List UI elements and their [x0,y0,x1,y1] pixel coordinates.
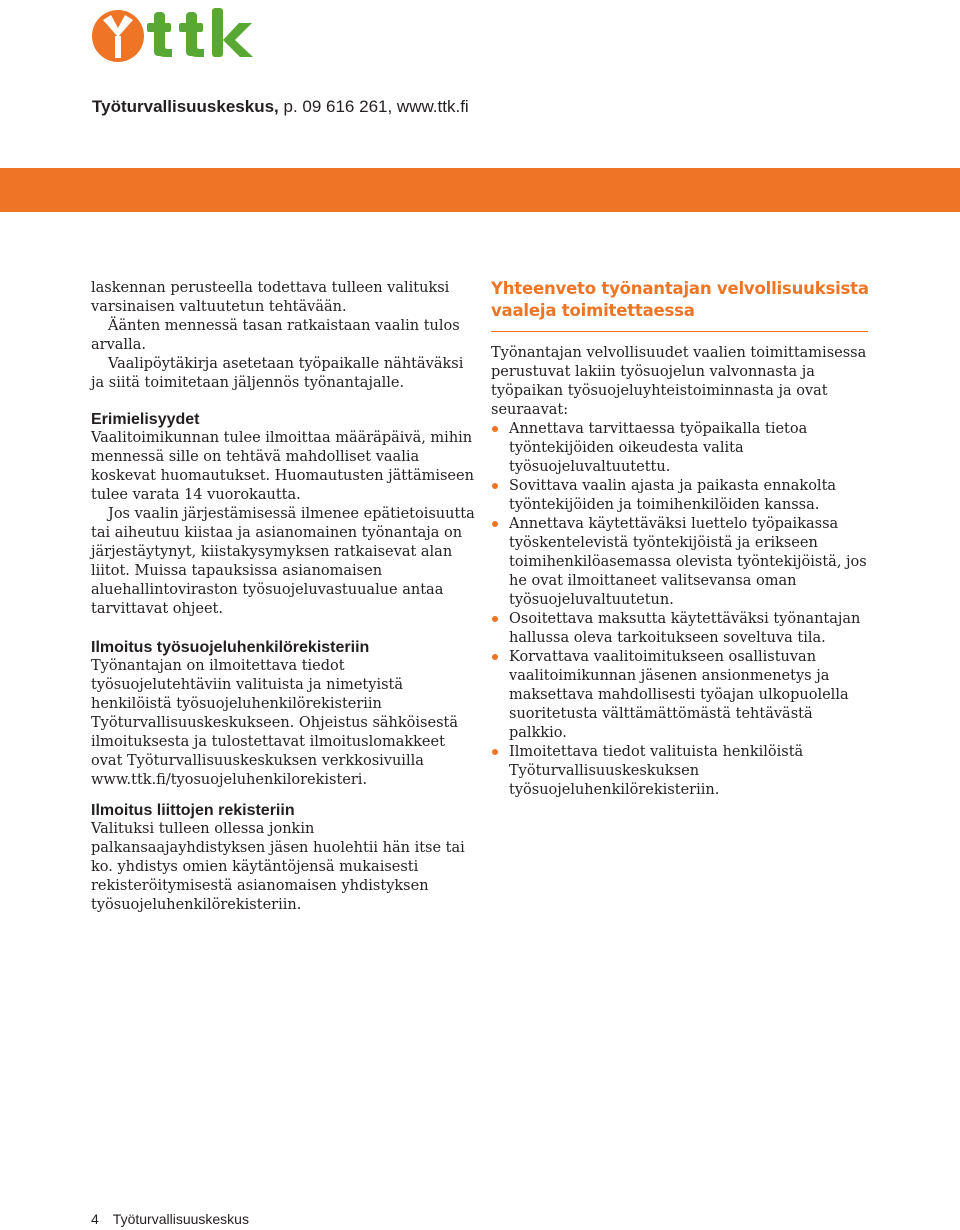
bullet-icon [492,654,498,660]
contact-details: p. 09 616 261, www.ttk.fi [278,97,469,116]
section-heading-erimielisyydet: Erimielisyydet [91,411,200,428]
paragraph: Työnantajan on ilmoitettava tiedot työsuojelutehtäviin valituista ja nimetyistä henkilöistä työsuojeluhenkilörekisteriin Työturvallisuuskeskukseen. Ohjeistus sähköisestä ilmoituksesta ja tulostettavat ilmoituslomakkeet ovat Työturvallisuuskeskuksen verkkosivuilla www.ttk.fi/tyosuojeluhenkilorekisteri. [91,658,458,788]
list-item: Sovittava vaalin ajasta ja paikasta ennakolta työntekijöiden ja toimihenkilöiden kanssa. [491,477,871,515]
summary-intro: Työnantajan velvollisuudet vaalien toimittamisessa perustuvat lakiin työsuojelun valvonnasta ja työpaikan työsuojeluyhteistoiminnasta ja ovat seuraavat: [491,345,867,418]
heading-rule [491,331,868,332]
list-item: Ilmoitettava tiedot valituista henkilöistä Työturvallisuuskeskuksen työsuojeluhenkilörekisteriin. [491,743,871,800]
bullet-icon [492,483,498,489]
bullet-icon [492,521,498,527]
right-column [491,278,871,800]
list-item: Osoitettava maksutta käytettäväksi työnantajan hallussa oleva tarkoitukseen soveltuva tila. [491,610,871,648]
summary-heading-line-2: vaaleja toimitettaessa [491,301,695,320]
org-name: Työturvallisuuskeskus, [92,97,279,116]
section-heading-liitot: Ilmoitus liittojen rekisteriin [91,802,295,819]
bullet-icon [492,426,498,432]
duties-list [491,420,871,800]
paragraph: laskennan perusteella todettava tulleen valituksi varsinaisen valtuutetun tehtävään. [91,280,450,315]
paragraph: Vaalitoimikunnan tulee ilmoittaa määräpäivä, mihin mennessä sille on tehtävä mahdolliset vaalia koskevat huomautukset. Huomautusten jättämiseen tulee varata 14 vuorokautta. [91,430,474,503]
paragraph: Vaalipöytäkirja asetetaan työpaikalle nähtäväksi ja siitä toimitetaan jäljennös työnantajalle. [91,356,464,391]
paragraph: Jos vaalin järjestämisessä ilmenee epätietoisuutta tai aiheutuu kiistaa ja asianomainen työnantaja on järjestäytynyt, kiistakysymyksen ratkaisevat alan liitot. Muissa tapauksissa asianomaisen aluehallintoviraston työsuojeluvastuualue antaa tarvittavat ohjeet. [91,506,475,617]
bullet-icon [492,616,498,622]
page-footer [91,1211,249,1227]
summary-heading-line-1: Yhteenveto työnantajan velvollisuuksista [491,279,869,298]
contact-line [92,97,469,117]
bullet-icon [492,749,498,755]
ttk-logo [90,6,255,66]
paragraph: Valituksi tulleen ollessa jonkin palkansaajayhdistyksen jäsen huolehtii hän itse tai ko. yhdistys omien käytäntöjensä mukaisesti rekisteröitymisestä asianomaisen yhdistyksen työsuojeluhenkilörekisteriin. [91,821,465,913]
list-item: Annettava tarvittaessa työpaikalla tietoa työntekijöiden oikeudesta valita työsuojeluvaltuutettu. [491,420,871,477]
left-column [91,279,477,790]
paragraph: Äänten mennessä tasan ratkaistaan vaalin tulos arvalla. [91,318,460,353]
orange-banner [0,168,960,212]
summary-heading [491,278,871,322]
left-column-bottom [91,801,477,915]
list-item: Annettava käytettäväksi luettelo työpaikassa työskentelevistä työntekijöistä ja erikseen toimihenkilöasemassa olevista työntekijöistä, jos he ovat ilmoittaneet valitsevansa oman työsuojeluvaltuutetun. [491,515,871,610]
page-number: 4 [91,1211,99,1227]
ttk-logo-graphic [90,6,255,66]
footer-label: Työturvallisuuskeskus [112,1211,249,1227]
section-heading-rekisteri: Ilmoitus työsuojeluhenkilörekisteriin [91,639,370,656]
list-item: Korvattava vaalitoimitukseen osallistuvan vaalitoimikunnan jäsenen ansionmenetys ja maksettava mahdollisesti työajan ulkopuolella suoritetusta välttämättömästä tehtävästä palkkio. [491,648,871,743]
